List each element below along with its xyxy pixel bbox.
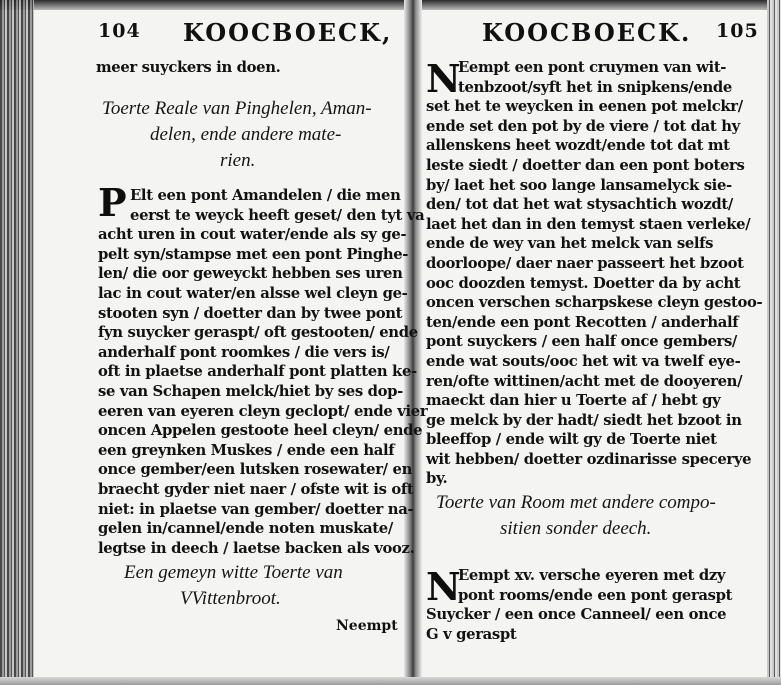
running-title: KOOCBOECK. [482,18,692,47]
page-number: 104 [98,20,141,42]
section-heading-line: Een gemeyn witte Toerte van [124,562,343,583]
text-line: Eempt xv. versche eyeren met dzy [458,567,726,584]
text-line: den/ tot dat het wat stysachtich wozdt/ [426,196,733,214]
left-page-edges [0,0,34,685]
text-line: doorloope/ daer naer passeert het bzoot [426,254,744,272]
recipe-paragraph [426,566,733,644]
recipe-paragraph [426,58,763,489]
text-line: bleeffop / ende wilt gy de Toerte niet [426,431,717,449]
text-line: Suycker / een once Canneel/ een once [426,606,727,624]
text-line: legtse in deech / laetse backen als vooz. [98,539,415,557]
text-line: pelt syn/stampse met een pont Pinghe- [98,245,409,263]
text-line: ende de wey van het melck van selfs [426,235,714,253]
text-line: laet het dan in den temyst staen verleke/ [426,215,751,233]
text-line: G v geraspt [426,625,517,643]
text-line: oncen verschen scharpskese cleyn gestoo- [426,294,763,312]
text-line: ende set den pot by de viere / tot dat hy [426,117,740,135]
section-heading-line: Toerte van Room met andere compo- [436,492,716,513]
text-line: tenbzoot/syft het in snipkens/ende [458,78,732,96]
drop-initial: N [426,564,461,609]
text-line: pont rooms/ende een pont geraspt [458,586,733,604]
text-line: by/ laet het soo lange lansamelyck sie- [426,176,732,194]
text-line: lac in cout water/en alsse wel cleyn ge- [98,284,408,302]
text-line: oncen Appelen gestoote heel cleyn/ ende [98,422,423,440]
text-line: acht uren in cout water/ende als sy ge- [98,226,407,244]
top-line: meer suyckers in doen. [96,59,281,76]
left-page [40,12,428,672]
text-line: oft in plaetse anderhalf pont platten ke- [98,363,417,381]
text-line: ende wat souts/ooc het wit va twelf eye- [426,352,741,370]
text-line: ren/ofte wittinen/acht met de dooyeren/ [426,372,743,390]
section-heading-line: VVittenbroot. [180,588,281,609]
section-heading-line: sitien sonder deech. [500,518,652,539]
section-heading-line: rien. [220,150,256,171]
drop-initial: P [98,180,127,225]
right-running-head [424,12,764,46]
text-line: maeckt dan hier u Toerte af / hebt gy [426,392,721,410]
text-line: se van Schapen melck/hiet by ses dop- [98,382,403,400]
bottom-edge [0,677,781,685]
text-line: ge melck by der hadt/ siedt het bzoot in [426,411,742,429]
recipe-paragraph [98,186,428,558]
text-line: Eempt een pont cruymen van wit- [458,59,727,76]
text-line: stooten syn / doetter dan by twee pont [98,304,403,322]
text-line: gelen in/cannel/ende noten muskate/ [98,520,393,538]
right-page [424,12,764,672]
page-number: 105 [716,20,759,42]
text-line: ten/ende een pont Recotten / anderhalf [426,313,739,331]
text-line: wit hebben/ doetter ozdinarisse specerye [426,450,752,468]
text-line: fyn suycker geraspt/ oft gestooten/ ende [98,324,418,342]
left-running-head [40,12,402,46]
text-line: set het te weycken in eenen pot melckr/ [426,98,743,116]
text-line: ooc doozden temyst. Doetter da by acht [426,274,741,292]
text-line: braecht gyder niet naer / ofste wit is oft [98,480,414,498]
running-title: KOOCBOECK, [183,18,393,47]
text-line: pont suyckers / een half once gembers/ [426,333,737,351]
text-line: anderhalf pont roomkes / die vers is/ [98,343,390,361]
right-page-edges [767,0,781,685]
text-line: een greynken Muskes / ende een half [98,441,395,459]
text-line: by. [426,470,448,488]
text-line: len/ die oor geweyckt hebben ses uren [98,265,403,283]
section-heading-line: delen, ende andere mate- [150,124,342,145]
text-line: eeren van eyeren cleyn geclopt/ ende vier [98,402,428,420]
text-line: once gember/een lutsken rosewater/ en [98,461,412,479]
text-line: allenskens heet wozdt/ende tot dat mt [426,137,730,155]
drop-initial: N [426,56,461,101]
text-line: eerst te weyck heeft geset/ den tyt va [130,206,425,224]
top-edge [0,0,781,10]
text-line: niet: in plaetse van gember/ doetter na- [98,500,414,518]
text-line: Elt een pont Amandelen / die men [130,187,401,204]
catchword: Neempt [336,618,398,634]
section-heading-line: Toerte Reale van Pinghelen, Aman- [102,98,372,119]
text-line: leste siedt / doetter dan een pont boters [426,156,745,174]
